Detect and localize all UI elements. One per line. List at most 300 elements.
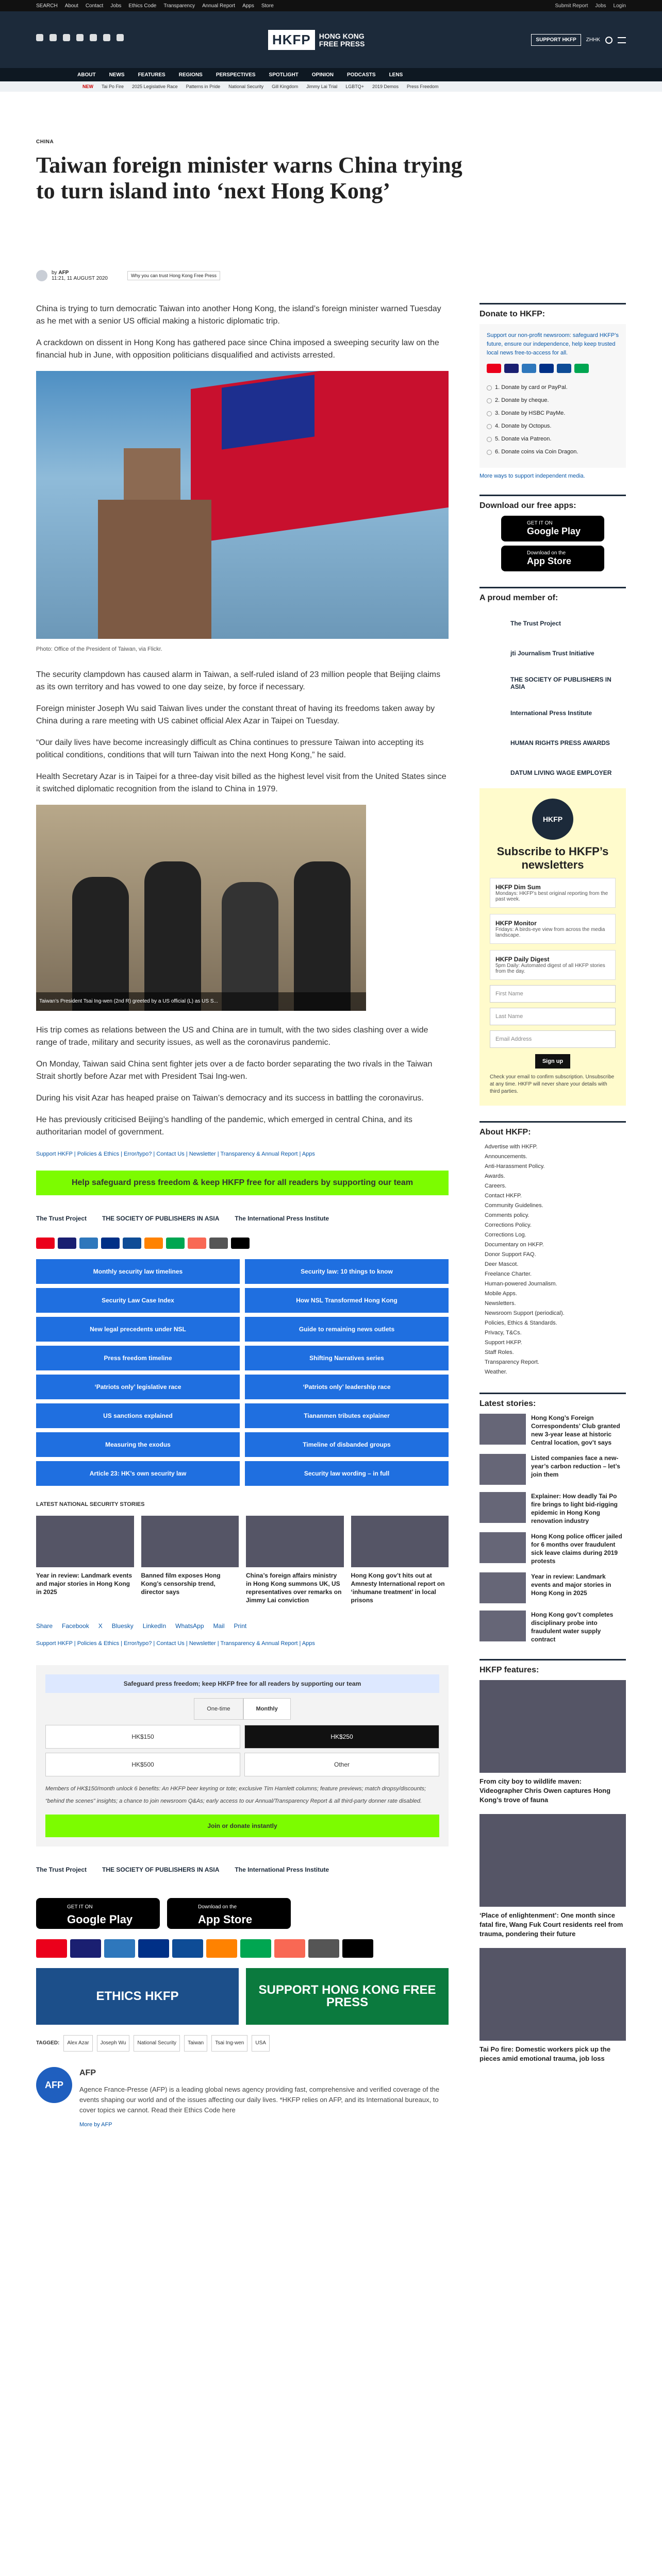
newsletter-desc: 5pm Daily: Automated digest of all HKFP stories from the day. <box>495 963 605 974</box>
feature-image <box>479 1948 626 2041</box>
newsletter-name: HKFP Daily Digest <box>495 956 550 963</box>
section-heading: LATEST NATIONAL SECURITY STORIES <box>36 1501 145 1507</box>
telegram-icon[interactable] <box>117 34 124 41</box>
more-by-author[interactable]: More by AFP <box>79 2122 112 2128</box>
latest-story[interactable] <box>479 1532 626 1565</box>
support-button[interactable]: SUPPORT HKFP <box>531 34 581 46</box>
paragraph: China is trying to turn democratic Taiwan into another Hong Kong, the island’s foreign minister warned Tuesday as he met with a senior US official making a historic diplomatic trip. <box>36 304 441 326</box>
about-link[interactable]: Human-powered Journalism. <box>485 1281 557 1287</box>
donate-option-label: 1. Donate by card or PayPal. <box>495 384 568 391</box>
linkedin-icon[interactable] <box>103 34 110 41</box>
about-link[interactable]: Support HKFP. <box>485 1340 522 1346</box>
ipi-logo[interactable]: The International Press Institute <box>235 1215 329 1222</box>
about-link[interactable]: Corrections Policy. <box>485 1222 532 1228</box>
donate-heading: Safeguard press freedom; keep HKFP free for all readers by supporting our team <box>45 1674 439 1693</box>
about-link[interactable]: Anti-Harassment Policy. <box>485 1163 545 1170</box>
story-title[interactable]: Hong Kong gov’t completes disciplinary probe into fraudulent water supply contract <box>531 1611 614 1643</box>
top-link[interactable]: Ethics Code <box>128 3 157 9</box>
trending-item[interactable]: Tai Po Fire <box>102 84 124 89</box>
newsletter-option[interactable] <box>490 914 616 944</box>
paragraph: He has previously criticised Beijing’s handling of the pandemic, which emerged in central China, and its authoritarian model of government. <box>36 1115 412 1137</box>
applepay-icon <box>231 1238 250 1249</box>
email-field[interactable]: Email Address <box>490 1030 616 1048</box>
donate-intro[interactable]: Support our non-profit newsroom: safeguard HKFP’s future, ensure our independence, help keep trusted local news free-to-access for all. <box>487 332 619 356</box>
top-link[interactable]: Apps <box>242 3 254 9</box>
hero-image <box>36 371 449 639</box>
about-link[interactable]: Mobile Apps. <box>485 1291 517 1297</box>
about-link[interactable]: Documentary on HKFP. <box>485 1242 544 1248</box>
paragraph: “Our daily lives have become increasingly difficult as China continues to pressure Taiwan into accepting its political conditions, conditions that will turn Taiwan into the next Hong Kong,” he said. <box>36 738 424 759</box>
top-link[interactable]: Jobs <box>595 3 606 9</box>
main-nav <box>0 68 662 81</box>
sidebar-heading: Download our free apps: <box>479 495 626 511</box>
ipi-logo[interactable]: The International Press Institute <box>235 1866 329 1873</box>
trending-bar <box>0 81 662 92</box>
payme-icon <box>574 364 589 373</box>
paragraph: A crackdown on dissent in Hong Kong has gathered pace since China imposed a sweeping security law on the financial hub in June, with opposition politicians disqualified and activists arrested. <box>36 338 439 360</box>
radio-icon[interactable] <box>487 424 492 429</box>
join-button[interactable]: Join or donate instantly <box>45 1815 439 1837</box>
sidebar-heading: A proud member of: <box>479 587 626 603</box>
top-link[interactable]: SEARCH <box>36 3 58 9</box>
visa-icon <box>504 364 519 373</box>
newsletter-option[interactable] <box>490 950 616 980</box>
newsletter-option[interactable] <box>490 878 616 908</box>
nsl-button[interactable]: Press freedom timeline <box>36 1346 240 1370</box>
trust-project-logo[interactable]: The Trust Project <box>36 1866 87 1873</box>
nav-item[interactable]: OPINION <box>311 72 334 78</box>
story-card[interactable] <box>141 1516 239 1604</box>
support-hkfp-banner[interactable]: SUPPORT HONG KONG FREE PRESS <box>246 1968 449 2025</box>
paypal-icon <box>138 1939 169 1958</box>
trending-item[interactable]: 2025 Legislative Race <box>132 84 178 89</box>
latest-story[interactable] <box>479 1454 626 1485</box>
logo-text <box>319 32 365 48</box>
share-mail[interactable]: Mail <box>213 1622 225 1630</box>
trending-item[interactable]: Press Freedom <box>407 84 439 89</box>
story-thumb <box>479 1454 526 1485</box>
nsl-button[interactable]: Measuring the exodus <box>36 1432 240 1457</box>
feature-card[interactable] <box>479 1814 626 1939</box>
about-link[interactable]: Contact HKFP. <box>485 1193 522 1199</box>
sopa-logo[interactable]: THE SOCIETY OF PUBLISHERS IN ASIA <box>102 1215 220 1222</box>
author-box-name[interactable]: AFP <box>79 2069 96 2077</box>
share-print[interactable]: Print <box>234 1622 247 1630</box>
threads-icon[interactable] <box>76 34 84 41</box>
top-link[interactable]: About <box>64 3 78 9</box>
about-link[interactable]: Weather. <box>485 1369 507 1375</box>
amount-option[interactable]: Other <box>244 1753 439 1776</box>
about-link[interactable]: Deer Mascot. <box>485 1261 519 1267</box>
trust-project-logo[interactable]: The Trust Project <box>36 1215 87 1222</box>
visa-icon <box>70 1939 101 1958</box>
latest-stories <box>479 1414 626 1643</box>
app-store-badge[interactable] <box>501 546 604 571</box>
author-box <box>36 2067 449 2131</box>
tag[interactable]: National Security <box>134 2035 180 2052</box>
donate-option-label: 3. Donate by HSBC PayMe. <box>495 410 566 416</box>
top-utility-bar <box>0 0 662 11</box>
trending-item[interactable]: Jimmy Lai Trial <box>306 84 338 89</box>
header <box>0 11 662 68</box>
feature-title[interactable]: From city boy to wildlife maven: Videographer Chris Owen captures Hong Kong’s trove of fauna <box>479 1777 611 1804</box>
paragraph: His trip comes as relations between the US and China are in tumult, with the two sides clashing over a wide range of trade, military and security issues, as well as the coronavirus pandemic. <box>36 1026 428 1047</box>
trending-item[interactable]: Patterns in Pride <box>186 84 221 89</box>
trending-item[interactable]: Gill Kingdom <box>272 84 299 89</box>
feature-card[interactable] <box>479 1680 626 1805</box>
donate-option-label: 5. Donate via Patreon. <box>495 436 552 442</box>
member-logo[interactable]: International Press Institute <box>510 709 592 717</box>
member-logo[interactable]: THE SOCIETY OF PUBLISHERS IN ASIA <box>510 676 611 690</box>
paragraph: The security clampdown has caused alarm in Taiwan, a self-ruled island of 23 million people that Beijing claims as its own territory and has vowed to one day seize, by force if necessary. <box>36 670 441 691</box>
top-link[interactable]: Annual Report <box>202 3 236 9</box>
story-title[interactable]: Listed companies face a new-year’s carbon reduction – let’s join them <box>531 1454 620 1478</box>
radio-icon[interactable] <box>487 398 492 403</box>
story-title[interactable]: Hong Kong’s Foreign Correspondents’ Club granted new 3-year lease at historic Central location, gov’t says <box>531 1414 620 1446</box>
category-kicker[interactable]: CHINA <box>36 139 54 145</box>
google-play-badge[interactable] <box>36 1898 160 1929</box>
patreon-icon <box>274 1939 305 1958</box>
search-icon[interactable] <box>605 37 613 44</box>
ethics-banner[interactable]: ETHICS HKFP <box>36 1968 239 2025</box>
newsletter-desc: Mondays: HKFP’s best original reporting from the past week. <box>495 891 608 902</box>
app-store-badge[interactable] <box>167 1898 291 1929</box>
nsl-button[interactable]: Article 23: HK’s own security law <box>36 1461 240 1486</box>
radio-icon[interactable] <box>487 437 492 442</box>
publish-date: 11:21, 11 AUGUST 2020 <box>52 276 108 281</box>
nav-item[interactable]: PERSPECTIVES <box>216 72 256 78</box>
patreon-icon <box>188 1238 206 1249</box>
mastercard-icon <box>487 364 501 373</box>
amex-icon <box>104 1939 135 1958</box>
about-link[interactable]: Newsletters. <box>485 1300 516 1307</box>
badge-top: Download on the <box>527 550 566 556</box>
latest-story[interactable] <box>479 1414 626 1447</box>
hkfp-badge: HKFP <box>532 799 573 840</box>
payment-icons <box>487 364 619 373</box>
logo-line1: HONG KONG <box>319 31 365 40</box>
latest-story[interactable] <box>479 1572 626 1603</box>
member-logo[interactable]: HUMAN RIGHTS PRESS AWARDS <box>510 739 610 747</box>
about-link[interactable]: Comments policy. <box>485 1212 529 1218</box>
story-thumb <box>479 1492 526 1523</box>
promo-banners <box>36 1968 449 2025</box>
about-link[interactable]: Donor Support FAQ. <box>485 1251 536 1258</box>
instagram-icon[interactable] <box>63 34 70 41</box>
nsl-button[interactable]: Tiananmen tributes explainer <box>245 1403 449 1428</box>
freq-one-time[interactable]: One-time <box>194 1698 243 1720</box>
about-link[interactable]: Advertise with HKFP. <box>485 1144 538 1150</box>
about-link[interactable]: Corrections Log. <box>485 1232 526 1238</box>
nsl-button[interactable]: New legal precedents under NSL <box>36 1317 240 1342</box>
feature-image <box>479 1680 626 1773</box>
tag[interactable]: Taiwan <box>184 2035 207 2052</box>
about-link[interactable]: Newsroom Support (periodical). <box>485 1310 565 1316</box>
nsl-guide-buttons <box>36 1259 449 1486</box>
trust-badge[interactable]: Why you can trust Hong Kong Free Press <box>127 271 220 280</box>
about-link[interactable]: Community Guidelines. <box>485 1202 543 1209</box>
gpay-icon <box>308 1939 339 1958</box>
share-bluesky[interactable]: Bluesky <box>111 1622 134 1630</box>
jcb-icon <box>172 1939 203 1958</box>
top-link[interactable]: Jobs <box>110 3 122 9</box>
payment-icons <box>36 1238 449 1249</box>
gpay-icon <box>209 1238 228 1249</box>
nsl-button[interactable]: Security law wording – in full <box>245 1461 449 1486</box>
latest-story[interactable] <box>479 1611 626 1643</box>
donate-option[interactable] <box>487 435 619 444</box>
person-figure <box>294 861 351 1011</box>
newsletter-name: HKFP Dim Sum <box>495 884 541 891</box>
paragraph: Foreign minister Joseph Wu said Taiwan lives under the constant threat of having its freedoms taken away by China during a rare meeting with US cabinet official Alex Azar in Taipei on Tuesday. <box>36 704 435 725</box>
person-figure <box>222 882 278 1011</box>
feature-image <box>479 1814 626 1907</box>
more-ways-link[interactable]: More ways to support independent media. <box>479 473 585 479</box>
newsletter-name: HKFP Monitor <box>495 920 537 927</box>
member-logo[interactable]: The Trust Project <box>510 620 561 627</box>
sopa-logo[interactable]: THE SOCIETY OF PUBLISHERS IN ASIA <box>102 1866 220 1873</box>
donate-option-label: 2. Donate by cheque. <box>495 397 549 403</box>
story-image <box>351 1516 449 1567</box>
member-note: Members of HK$150/month unlock 6 benefits: An HKFP beer keyring or tote; exclusive Tim Hamlett columns; feature previews; match dropsy/discounts; “behind the scenes” insights; a chance to join newsroom Q&As; early access to our Annual/Transparency Report & all third-party donner rate disabled. <box>45 1786 426 1804</box>
payme-icon <box>166 1238 185 1249</box>
features-list <box>479 1680 626 2063</box>
newsletter-desc: Fridays: A birds-eye view from across the media landscape. <box>495 927 605 938</box>
photo-caption: Taiwan’s President Tsai Ing-wen (2nd R) greeted by a US official (L) as US S... <box>36 992 366 1011</box>
sidebar-heading: Donate to HKFP: <box>479 303 626 319</box>
article-body <box>36 303 449 2131</box>
story-title[interactable]: China’s foreign affairs ministry in Hong Kong summons UK, US representatives over remarks on Jimmy Lai conviction <box>246 1572 342 1604</box>
amount-option[interactable]: HK$250 <box>244 1725 439 1749</box>
about-link[interactable]: Careers. <box>485 1183 507 1189</box>
person-figure <box>72 877 129 1011</box>
nav-item[interactable]: REGIONS <box>178 72 203 78</box>
freq-monthly[interactable]: Monthly <box>243 1698 291 1720</box>
about-link[interactable]: Privacy, T&Cs. <box>485 1330 522 1336</box>
nav-item[interactable]: FEATURES <box>138 72 166 78</box>
jcb-icon <box>123 1238 141 1249</box>
top-link[interactable]: Transparency <box>163 3 195 9</box>
unionpay-icon <box>206 1939 237 1958</box>
story-title[interactable]: Hong Kong police officer jailed for 6 months over fraudulent sick leave claims during 2019 protests <box>531 1533 622 1565</box>
badge-store: App Store <box>198 1913 253 1926</box>
tag[interactable]: Tsai Ing-wen <box>211 2035 247 2052</box>
story-card[interactable] <box>246 1516 344 1604</box>
tower-base <box>98 500 211 639</box>
amount-option[interactable]: HK$150 <box>45 1725 240 1749</box>
latest-story[interactable] <box>479 1492 626 1525</box>
donate-box <box>479 324 626 468</box>
member-logos <box>479 608 626 788</box>
trending-item[interactable]: LGBTQ+ <box>345 84 364 89</box>
about-link[interactable]: Announcements. <box>485 1154 527 1160</box>
applepay-icon <box>342 1939 373 1958</box>
top-link[interactable]: Submit Report <box>555 3 588 9</box>
nav-item[interactable]: NEWS <box>109 72 125 78</box>
story-card[interactable] <box>351 1516 449 1604</box>
app-store-badges <box>36 1898 449 1929</box>
first-name-field[interactable]: First Name <box>490 985 616 1003</box>
nsl-button[interactable]: US sanctions explained <box>36 1403 240 1428</box>
share-bar <box>36 1620 449 1632</box>
about-link[interactable]: Transparency Report. <box>485 1359 539 1365</box>
meeting-photo <box>36 805 366 1011</box>
visa-icon <box>58 1238 76 1249</box>
nsl-button[interactable]: Guide to remaining news outlets <box>245 1317 449 1342</box>
story-thumb <box>479 1414 526 1445</box>
feature-card[interactable] <box>479 1948 626 2063</box>
nsl-button[interactable]: ‘Patriots only’ leadership race <box>245 1375 449 1399</box>
nsl-button[interactable]: Shifting Narratives series <box>245 1346 449 1370</box>
byline-text: by AFP 11:21, 11 AUGUST 2020 <box>52 270 108 281</box>
facebook-icon[interactable] <box>36 34 43 41</box>
paypal-icon <box>539 364 554 373</box>
nsl-stories <box>36 1516 449 1604</box>
amex-icon <box>522 364 536 373</box>
mastercard-icon <box>36 1238 55 1249</box>
about-link[interactable]: Staff Roles. <box>485 1349 514 1355</box>
amount-option[interactable]: HK$500 <box>45 1753 240 1776</box>
share-whatsapp[interactable]: WhatsApp <box>175 1622 204 1630</box>
payment-icons <box>36 1939 449 1958</box>
member-logo[interactable]: DATUM LIVING WAGE EMPLOYER <box>510 769 612 776</box>
top-link[interactable]: Store <box>261 3 274 9</box>
support-banner[interactable]: Help safeguard press freedom & keep HKFP free for all readers by supporting our team <box>36 1171 449 1195</box>
about-link[interactable]: Awards. <box>485 1173 505 1179</box>
story-thumb <box>479 1532 526 1563</box>
logo-line2: FREE PRESS <box>319 39 365 48</box>
paragraph: On Monday, Taiwan said China sent fighter jets over a de facto border separating the two rivals in the Taiwan Strait shortly before Azar met with President Tsai Ing-wen. <box>36 1060 433 1081</box>
language-switch[interactable]: ZHHK <box>586 37 600 43</box>
x-icon[interactable] <box>49 34 57 41</box>
nsl-button[interactable]: Security law: 10 things to know <box>245 1259 449 1284</box>
tag[interactable]: Alex Azar <box>63 2035 92 2052</box>
badge-store: Google Play <box>527 526 581 536</box>
radio-icon[interactable] <box>487 450 492 455</box>
paragraph: Health Secretary Azar is in Taipei for a three-day visit billed as the highest level visit from the United States since it switched diplomatic recognition from the island to China in 1979. <box>36 772 446 793</box>
story-thumb <box>479 1611 526 1641</box>
nsl-button[interactable]: How NSL Transformed Hong Kong <box>245 1288 449 1313</box>
radio-icon[interactable] <box>487 411 492 416</box>
story-image <box>141 1516 239 1567</box>
amount-options <box>45 1725 439 1776</box>
top-link[interactable]: Login <box>613 3 626 9</box>
nsl-button[interactable]: Security Law Case Index <box>36 1288 240 1313</box>
newsletter-title: Subscribe to HKFP’s newsletters <box>496 845 609 871</box>
social-icons <box>36 34 124 41</box>
badge-store: App Store <box>527 556 572 566</box>
story-title[interactable]: Banned film exposes Hong Kong’s censorship trend, director says <box>141 1572 221 1596</box>
story-image <box>36 1516 134 1567</box>
amex-icon <box>79 1238 98 1249</box>
partner-logos <box>36 1857 449 1883</box>
share-facebook[interactable]: Facebook <box>62 1622 89 1630</box>
nsl-button[interactable]: Timeline of disbanded groups <box>245 1432 449 1457</box>
jcb-icon <box>557 364 571 373</box>
story-title[interactable]: Year in review: Landmark events and major stories in Hong Kong in 2025 <box>531 1573 611 1597</box>
feature-title[interactable]: ‘Place of enlightenment’: One month since fatal fire, Wang Fuk Court residents reel from trauma, pondering their future <box>479 1911 623 1938</box>
partner-logos <box>36 1206 449 1231</box>
story-image <box>246 1516 344 1567</box>
donate-option[interactable] <box>487 448 619 456</box>
donate-option[interactable] <box>487 422 619 431</box>
story-title[interactable]: Explainer: How deadly Tai Po fire brings to light bid-rigging epidemic in Hong Kong renovation industry <box>531 1493 618 1524</box>
trending-item[interactable]: National Security <box>228 84 264 89</box>
about-link[interactable]: Policies, Ethics & Standards. <box>485 1320 557 1326</box>
tagged-label: TAGGED: <box>36 2040 60 2046</box>
newsletter-signup <box>479 788 626 1106</box>
author-avatar <box>36 270 47 281</box>
badge-store: Google Play <box>67 1913 133 1926</box>
nav-item[interactable]: SPOTLIGHT <box>269 72 299 78</box>
share-linkedin[interactable]: LinkedIn <box>142 1622 167 1630</box>
paypal-icon <box>101 1238 120 1249</box>
signup-button[interactable]: Sign up <box>535 1054 570 1069</box>
newsletter-footnote: Check your email to confirm subscription. Unsubscribe at any time. HKFP will never share your details with third parties. <box>490 1074 615 1094</box>
nav-item[interactable]: LENS <box>389 72 403 78</box>
top-link[interactable]: Contact <box>85 3 104 9</box>
member-logo[interactable]: jti Journalism Trust Initiative <box>510 650 594 657</box>
donate-option[interactable] <box>487 396 619 405</box>
byline <box>36 270 220 281</box>
donate-option[interactable] <box>487 409 619 418</box>
person-figure <box>144 861 201 1011</box>
feature-title[interactable]: Tai Po fire: Domestic workers pick up the pieces amid emotional trauma, job loss <box>479 2045 611 2062</box>
nsl-button[interactable]: Monthly security law timelines <box>36 1259 240 1284</box>
site-logo[interactable] <box>268 30 365 50</box>
tag-list <box>36 2035 449 2052</box>
nsl-button[interactable]: ‘Patriots only’ legislative race <box>36 1375 240 1399</box>
sidebar-heading: Latest stories: <box>479 1393 626 1409</box>
badge-top: Download on the <box>198 1904 237 1910</box>
sidebar <box>479 303 626 2073</box>
payme-icon <box>240 1939 271 1958</box>
nav-item[interactable]: ABOUT <box>77 72 96 78</box>
sidebar-heading: About HKFP: <box>479 1121 626 1137</box>
frequency-toggle <box>45 1698 439 1720</box>
story-card[interactable] <box>36 1516 134 1604</box>
menu-icon[interactable] <box>618 37 626 43</box>
last-name-field[interactable]: Last Name <box>490 1008 616 1025</box>
tag[interactable]: USA <box>252 2035 270 2052</box>
trending-label: NEW <box>82 84 93 89</box>
story-title[interactable]: Year in review: Landmark events and major stories in Hong Kong in 2025 <box>36 1572 133 1596</box>
paragraph: During his visit Azar has heaped praise on Taiwan’s democracy and its success in battling the coronavirus. <box>36 1094 424 1103</box>
about-links <box>479 1142 626 1377</box>
share-x[interactable]: X <box>98 1622 103 1630</box>
youtube-icon[interactable] <box>90 34 97 41</box>
story-title[interactable]: Hong Kong gov’t hits out at Amnesty International report on ‘inhumane treatment’ in local prisons <box>351 1572 445 1604</box>
mastercard-icon <box>36 1939 67 1958</box>
flag-canton <box>222 375 315 449</box>
trending-item[interactable]: 2019 Demos <box>372 84 399 89</box>
badge-top: GET IT ON <box>527 520 553 526</box>
support-links[interactable]: Support HKFP | Policies & Ethics | Error/typo? | Contact Us | Newsletter | Transparency & Annual Report | Apps <box>36 1151 315 1157</box>
support-links[interactable]: Support HKFP | Policies & Ethics | Error/typo? | Contact Us | Newsletter | Transparency & Annual Report | Apps <box>36 1640 315 1647</box>
donate-option[interactable] <box>487 383 619 392</box>
tag[interactable]: Joseph Wu <box>97 2035 130 2052</box>
story-thumb <box>479 1572 526 1603</box>
radio-icon[interactable] <box>487 385 492 391</box>
app-badges <box>479 516 626 571</box>
about-link[interactable]: Freelance Charter. <box>485 1271 532 1277</box>
article-title: Taiwan foreign minister warns China trying to turn island into ‘next Hong Kong’ <box>36 152 462 204</box>
author-name[interactable]: AFP <box>58 270 69 276</box>
share-label: Share <box>36 1622 53 1630</box>
nav-item[interactable]: PODCASTS <box>347 72 376 78</box>
donate-widget <box>36 1665 449 1846</box>
google-play-badge[interactable] <box>501 516 604 541</box>
